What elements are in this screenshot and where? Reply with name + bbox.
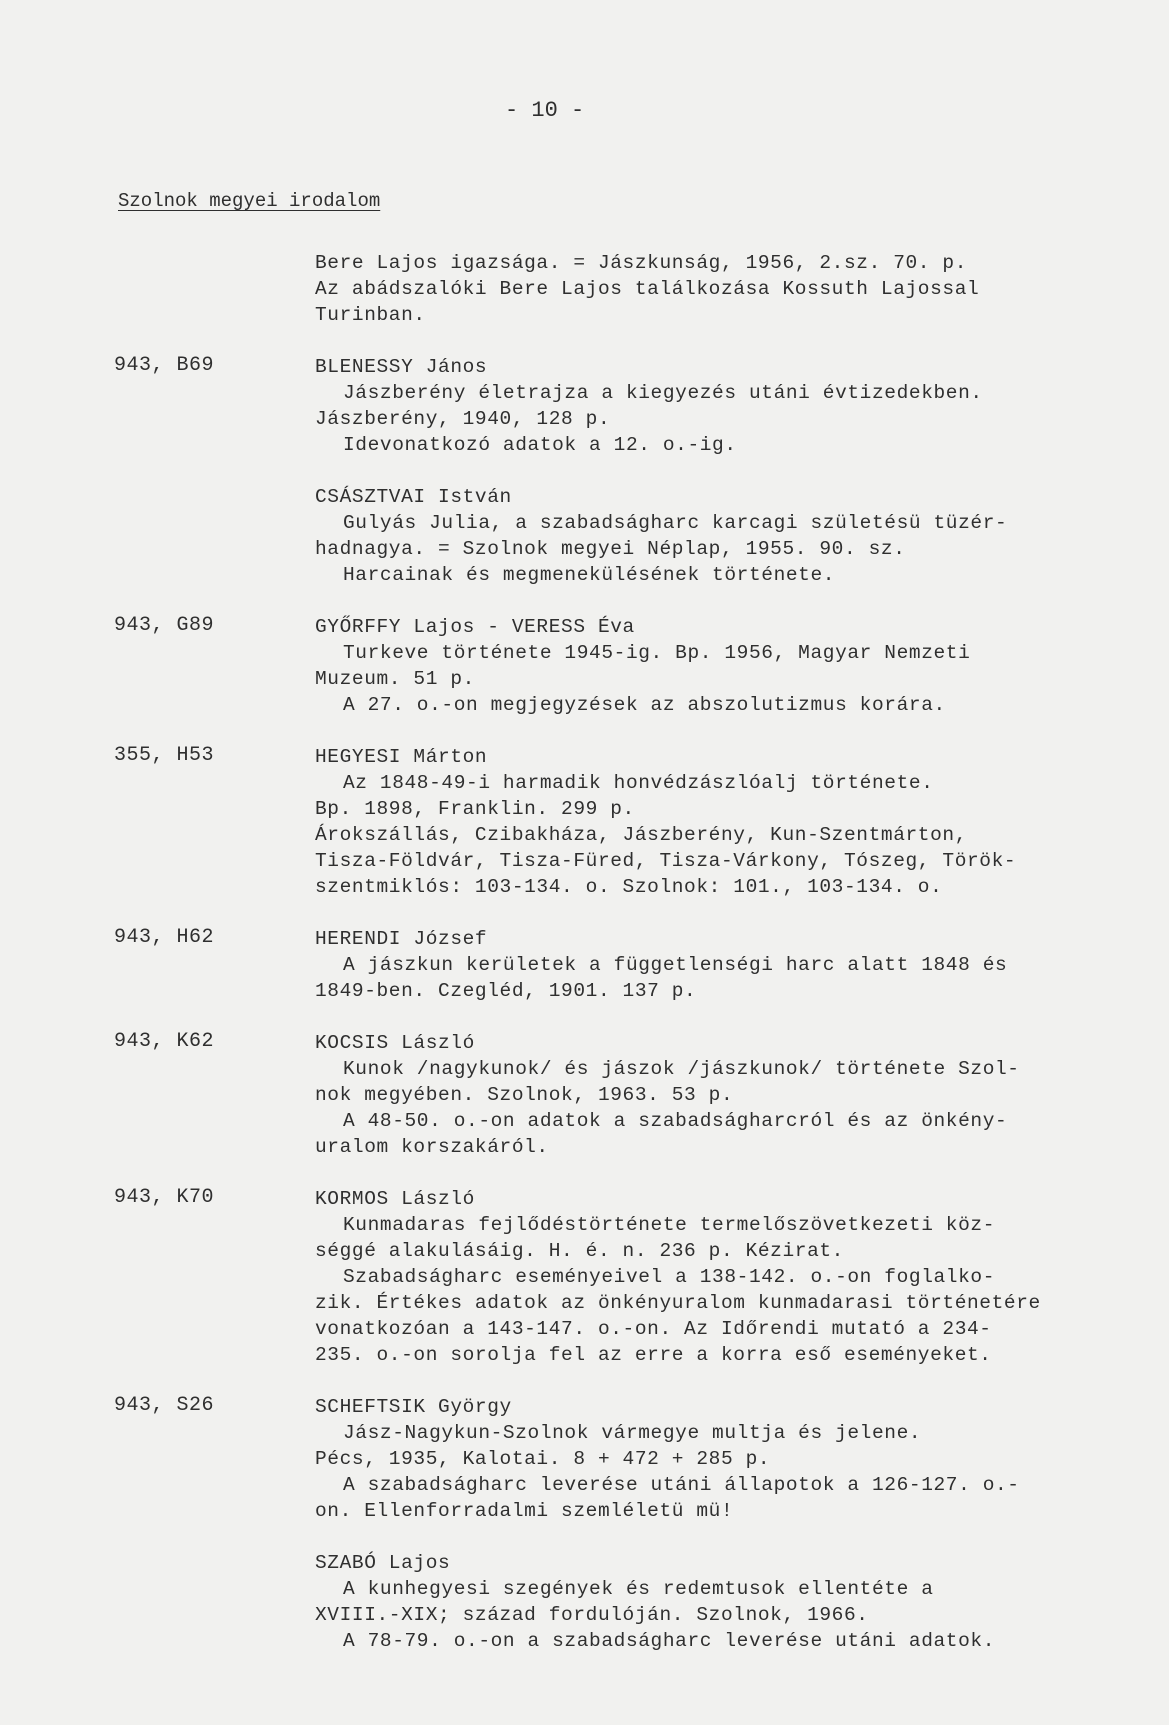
- entry-line: Turkeve története 1945-ig. Bp. 1956, Magyar Nemzeti: [343, 642, 971, 664]
- call-number: 355, H53: [114, 744, 215, 767]
- entry-line: szentmiklós: 103-134. o. Szolnok: 101., 103-134. o.: [315, 876, 943, 898]
- call-number: 943, K70: [114, 1186, 215, 1209]
- call-number: 943, S26: [114, 1394, 215, 1417]
- call-number: 943, B69: [114, 354, 215, 377]
- entry-heading-line: KORMOS László: [315, 1188, 475, 1210]
- entry-line: A 27. o.-on megjegyzések az abszolutizmus korára.: [343, 694, 946, 716]
- entry-line: Kunok /nagykunok/ és jászok /jászkunok/ története Szol-: [343, 1058, 1020, 1080]
- entry-line: Kunmadaras fejlődéstörténete termelőszövetkezeti köz-: [343, 1214, 996, 1236]
- entry-line: nok megyében. Szolnok, 1963. 53 p.: [315, 1084, 734, 1106]
- entry-line: Jász-Nagykun-Szolnok vármegye multja és jelene.: [343, 1422, 922, 1444]
- entry-text: [315, 484, 1095, 588]
- bibliography-entry: [0, 1550, 1169, 1654]
- entry-line: 1849-ben. Czegléd, 1901. 137 p.: [315, 980, 697, 1002]
- entry-text: [315, 1394, 1095, 1524]
- bibliography-entry: [0, 744, 1169, 900]
- bibliography-entry: [0, 1394, 1169, 1524]
- entry-heading-line: GYŐRFFY Lajos - VERESS Éva: [315, 616, 635, 638]
- entry-heading-line: SCHEFTSIK György: [315, 1396, 512, 1418]
- bibliography-entry: [0, 354, 1169, 458]
- entry-heading-line: HERENDI József: [315, 928, 488, 950]
- entry-line: zik. Értékes adatok az önkényuralom kunmadarasi történetére: [315, 1292, 1041, 1314]
- entry-line: uralom korszakáról.: [315, 1136, 549, 1158]
- entry-heading-line: CSÁSZTVAI István: [315, 486, 512, 508]
- entry-line: Jászberény, 1940, 128 p.: [315, 408, 611, 430]
- entry-heading-line: BLENESSY János: [315, 356, 488, 378]
- entry-line: A 78-79. o.-on a szabadságharc leverése utáni adatok.: [343, 1630, 996, 1652]
- entry-line: XVIII.-XIX; század fordulóján. Szolnok, 1966.: [315, 1604, 869, 1626]
- entry-line: séggé alakulásáig. H. é. n. 236 p. Kézirat.: [315, 1240, 844, 1262]
- entry-line: Jászberény életrajza a kiegyezés utáni évtizedekben.: [343, 382, 983, 404]
- call-number: 943, G89: [114, 614, 215, 637]
- entry-line: Pécs, 1935, Kalotai. 8 + 472 + 285 p.: [315, 1448, 771, 1470]
- bibliography-entry: [0, 250, 1169, 328]
- entry-line: A jászkun kerületek a függetlenségi harc alatt 1848 és: [343, 954, 1008, 976]
- entry-line: Az abádszalóki Bere Lajos találkozása Kossuth Lajossal: [315, 278, 980, 300]
- entry-text: [315, 614, 1095, 718]
- entry-text: [315, 1030, 1095, 1160]
- entry-line: A kunhegyesi szegények és redemtusok ellentéte a: [343, 1578, 934, 1600]
- entry-text: [315, 744, 1095, 900]
- bibliography-entry: [0, 1186, 1169, 1368]
- entry-line: Szabadságharc eseményeivel a 138-142. o.-on foglalko-: [343, 1266, 996, 1288]
- entry-line: Turinban.: [315, 304, 426, 326]
- entry-line: Az 1848-49-i harmadik honvédzászlóalj története.: [343, 772, 934, 794]
- bibliography-entry: [0, 614, 1169, 718]
- entry-line: Harcainak és megmenekülésének története.: [343, 564, 836, 586]
- entry-heading-line: HEGYESI Márton: [315, 746, 488, 768]
- entry-line: Árokszállás, Czibakháza, Jászberény, Kun-Szentmárton,: [315, 824, 968, 846]
- entry-line: Bp. 1898, Franklin. 299 p.: [315, 798, 635, 820]
- page-number: - 10 -: [505, 98, 585, 123]
- entry-line: vonatkozóan a 143-147. o.-on. Az Időrendi mutató a 234-: [315, 1318, 992, 1340]
- entry-line: Muzeum. 51 p.: [315, 668, 475, 690]
- entry-text: [315, 250, 1095, 328]
- entry-line: A szabadságharc leverése utáni állapotok a 126-127. o.-: [343, 1474, 1020, 1496]
- entry-text: [315, 354, 1095, 458]
- entry-line: A 48-50. o.-on adatok a szabadságharcról és az önkény-: [343, 1110, 1008, 1132]
- call-number: 943, K62: [114, 1030, 215, 1053]
- entry-heading-line: KOCSIS László: [315, 1032, 475, 1054]
- bibliography-list: [0, 250, 1169, 1680]
- entry-heading-line: Bere Lajos igazsága. = Jászkunság, 1956, 2.sz. 70. p.: [315, 252, 968, 274]
- section-heading: Szolnok megyei irodalom: [118, 190, 381, 212]
- entry-text: [315, 1550, 1095, 1654]
- entry-line: Tisza-Földvár, Tisza-Füred, Tisza-Várkony, Tószeg, Török-: [315, 850, 1017, 872]
- bibliography-entry: [0, 484, 1169, 588]
- call-number: 943, H62: [114, 926, 215, 949]
- entry-line: hadnagya. = Szolnok megyei Néplap, 1955. 90. sz.: [315, 538, 906, 560]
- entry-heading-line: SZABÓ Lajos: [315, 1552, 451, 1574]
- bibliography-entry: [0, 1030, 1169, 1160]
- entry-line: on. Ellenforradalmi szemléletü mü!: [315, 1500, 734, 1522]
- entry-text: [315, 1186, 1095, 1368]
- entry-line: Idevonatkozó adatok a 12. o.-ig.: [343, 434, 737, 456]
- bibliography-entry: [0, 926, 1169, 1004]
- entry-line: 235. o.-on sorolja fel az erre a korra eső eseményeket.: [315, 1344, 992, 1366]
- entry-line: Gulyás Julia, a szabadságharc karcagi születésü tüzér-: [343, 512, 1008, 534]
- entry-text: [315, 926, 1095, 1004]
